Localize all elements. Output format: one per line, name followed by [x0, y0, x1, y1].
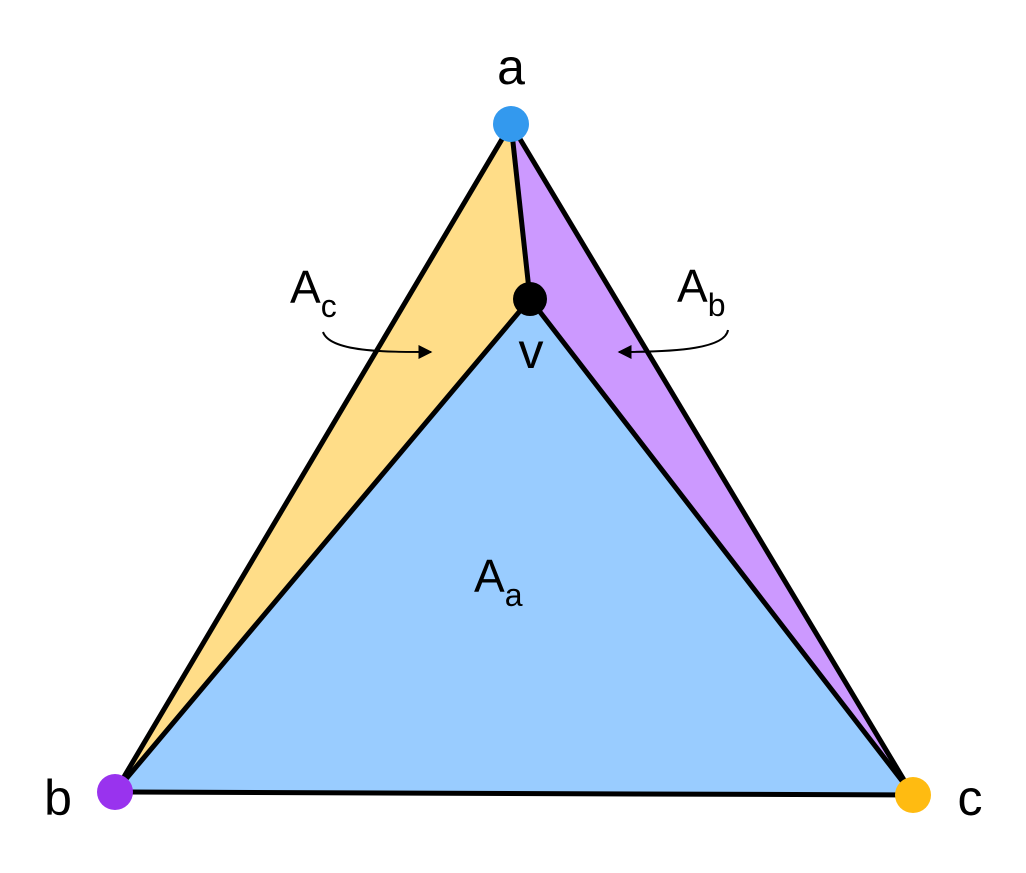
vertex-c-dot: [895, 777, 931, 813]
vertex-c-label: c: [957, 770, 983, 826]
vertex-b-dot: [97, 774, 133, 810]
area-label-a-a-main: A: [474, 550, 505, 602]
area-label-a-b-sub: b: [707, 287, 726, 323]
area-label-a-c: [290, 261, 337, 324]
vertex-v-dot: [513, 282, 547, 316]
area-label-a-c-sub: c: [320, 288, 337, 324]
area-label-a-a-sub: a: [504, 577, 523, 613]
region-a-a: [115, 299, 913, 795]
vertex-b-label: b: [44, 770, 72, 826]
area-label-a-b: [677, 260, 725, 323]
vertex-v-label: v: [518, 323, 544, 379]
vertex-a-label: a: [497, 39, 525, 95]
area-label-a-b-main: A: [677, 260, 708, 312]
area-label-a-c-main: A: [290, 261, 321, 313]
vertex-a-dot: [493, 106, 529, 142]
edge-b-c: [115, 792, 913, 795]
